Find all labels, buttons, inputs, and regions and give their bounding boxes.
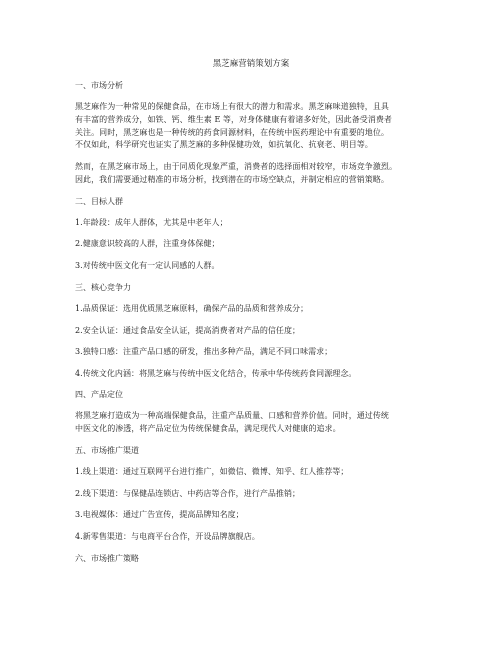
list-item: 4.新零售渠道：与电商平台合作，开设品牌旗舰店。 xyxy=(75,532,260,541)
paragraph-line: 因此，我们需要通过精准的市场分析，找到潜在的市场空缺点，并制定相应的营销策略。 xyxy=(75,175,389,184)
section-heading: 一、市场分析 xyxy=(75,81,123,90)
list-item: 1.年龄段：成年人群体，尤其是中老年人； xyxy=(75,218,228,227)
list-item: 2.线下渠道：与保健品连锁店、中药店等合作，进行产品推销； xyxy=(75,489,301,498)
list-item: 3.电视媒体：通过广告宣传，提高品牌知名度； xyxy=(75,510,244,519)
list-item: 2.健康意识较高的人群，注重身体保健； xyxy=(75,239,220,248)
list-item: 1.品质保证：选用优质黑芝麻原料，确保产品的品质和营养成分； xyxy=(75,304,309,313)
section-heading: 四、产品定位 xyxy=(75,390,123,399)
list-item: 3.对传统中医文化有一定认同感的人群。 xyxy=(75,261,220,270)
section-heading: 六、市场推广策略 xyxy=(75,554,139,563)
list-item: 4.传统文化内涵：将黑芝麻与传统中医文化结合，传承中华传统药食同源理念。 xyxy=(75,369,357,378)
list-item: 1.线上渠道：通过互联网平台进行推广，如微信、微博、知乎、红人推荐等； xyxy=(75,467,349,476)
paragraph-line: 有丰富的营养成分，如铁、钙、维生素 E 等，对身体健康有着诸多好处，因此备受消费者 xyxy=(75,115,392,124)
page-title: 黑芝麻营销策划方案 xyxy=(212,59,290,69)
list-item: 2.安全认证：通过食品安全认证，提高消费者对产品的信任度； xyxy=(75,326,301,335)
paragraph-line: 然而，在黑芝麻市场上，由于同质化现象严重，消费者的选择面相对较窄，市场竞争激烈。 xyxy=(75,162,397,171)
section-heading: 二、目标人群 xyxy=(75,197,123,206)
paragraph-line: 将黑芝麻打造成为一种高端保健食品，注重产品质量、口感和营养价值。同时，通过传统 xyxy=(75,411,389,420)
list-item: 3.独特口感：注重产品口感的研发，推出多种产品，满足不同口味需求； xyxy=(75,347,333,356)
paragraph-line: 关注。同时，黑芝麻也是一种传统的药食同源材料，在传统中医药理论中有重要的地位。 xyxy=(75,128,389,137)
paragraph-line: 中医文化的渗透，将产品定位为传统保健食品，满足现代人对健康的追求。 xyxy=(75,424,341,433)
section-heading: 五、市场推广渠道 xyxy=(75,446,139,455)
paragraph-line: 不仅如此，科学研究也证实了黑芝麻的多种保健功效，如抗氧化、抗衰老、明目等。 xyxy=(75,140,373,149)
paragraph-line: 黑芝麻作为一种常见的保健食品，在市场上有很大的潜力和需求。黑芝麻味道独特，且具 xyxy=(75,102,389,111)
section-heading: 三、核心竞争力 xyxy=(75,283,131,292)
